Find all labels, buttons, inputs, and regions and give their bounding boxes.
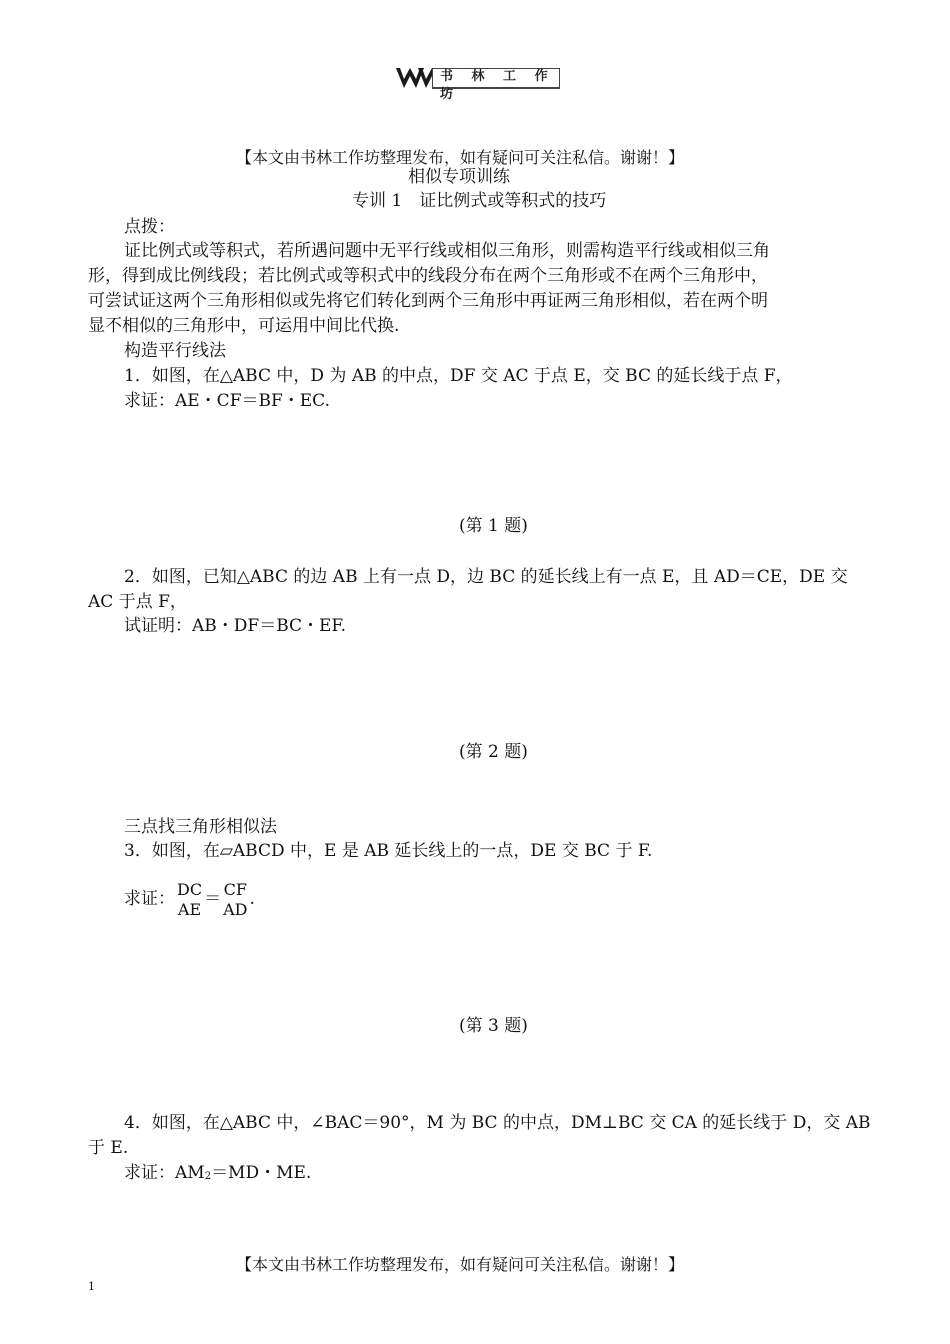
hint-line: 证比例式或等积式，若所遇问题中无平行线或相似三角形，则需构造平行线或相似三角 (124, 241, 770, 261)
question-2-text-cont: AC 于点 F， (88, 592, 187, 612)
prove-text: 求证：AM (124, 1163, 205, 1183)
hint-line: 显不相似的三角形中，可运用中间比代换. (88, 316, 400, 336)
fraction-denominator: AE (177, 899, 202, 919)
section-subtitle: 专训 1 证比例式或等积式的技巧 (352, 191, 607, 211)
question-4-prove (124, 1160, 311, 1190)
figure-caption: (第 3 题) (459, 1016, 528, 1036)
figure-caption: (第 1 题) (459, 516, 528, 536)
hint-label: 点拨： (124, 217, 175, 237)
publisher-logo (394, 66, 560, 102)
page-title: 相似专项训练 (408, 167, 510, 187)
question-1-text: 1．如图，在△ABC 中，D 为 AB 的中点，DF 交 AC 于点 E，交 BC 的延长线于点 F， (124, 366, 793, 386)
figure-caption: (第 2 题) (459, 742, 528, 762)
header-notice: 【本文由书林工作坊整理发布，如有疑问可关注私信。谢谢！】 (236, 148, 685, 167)
fraction-numerator: DC (177, 879, 203, 899)
logo-text: 书 林 工 作 坊 (440, 69, 555, 102)
question-1-prove: 求证：AE・CF＝BF・EC. (124, 391, 330, 411)
fraction (175, 880, 204, 920)
hint-line: 形，得到成比例线段；若比例式或等积式中的线段分布在两个三角形或不在两个三角形中， (88, 266, 768, 286)
equals-sign: ＝ (204, 889, 222, 909)
hint-line: 可尝试证这两个三角形相似或先将它们转化到两个三角形中再证两三角形相似，若在两个明 (88, 291, 768, 311)
footer-notice: 【本文由书林工作坊整理发布，如有疑问可关注私信。谢谢！】 (236, 1255, 685, 1274)
question-4-text: 4．如图，在△ABC 中，∠BAC＝90°，M 为 BC 的中点，DM⊥BC 交 CA 的延长线于 D，交 AB (124, 1113, 871, 1133)
fraction-numerator: CF (223, 879, 247, 899)
prove-text: ＝MD・ME. (211, 1163, 312, 1183)
question-2-prove: 试证明：AB・DF＝BC・EF. (124, 616, 346, 636)
question-4-text-cont: 于 E. (88, 1138, 129, 1158)
question-3-text: 3．如图，在▱ABCD 中，E 是 AB 延长线上的一点，DE 交 BC 于 F. (124, 841, 653, 861)
section-heading: 三点找三角形相似法 (124, 817, 277, 837)
page-number: 1 (88, 1280, 95, 1293)
section-heading: 构造平行线法 (124, 341, 226, 361)
question-2-text: 2．如图，已知△ABC 的边 AB 上有一点 D，边 BC 的延长线上有一点 E，且 AD＝CE，DE 交 (124, 567, 848, 587)
question-3-prove (124, 874, 255, 924)
fraction (221, 880, 249, 920)
fraction-denominator: AD (223, 899, 248, 919)
prove-label: 求证： (124, 889, 175, 909)
period: . (249, 889, 255, 909)
superscript: 2 (204, 1171, 212, 1182)
